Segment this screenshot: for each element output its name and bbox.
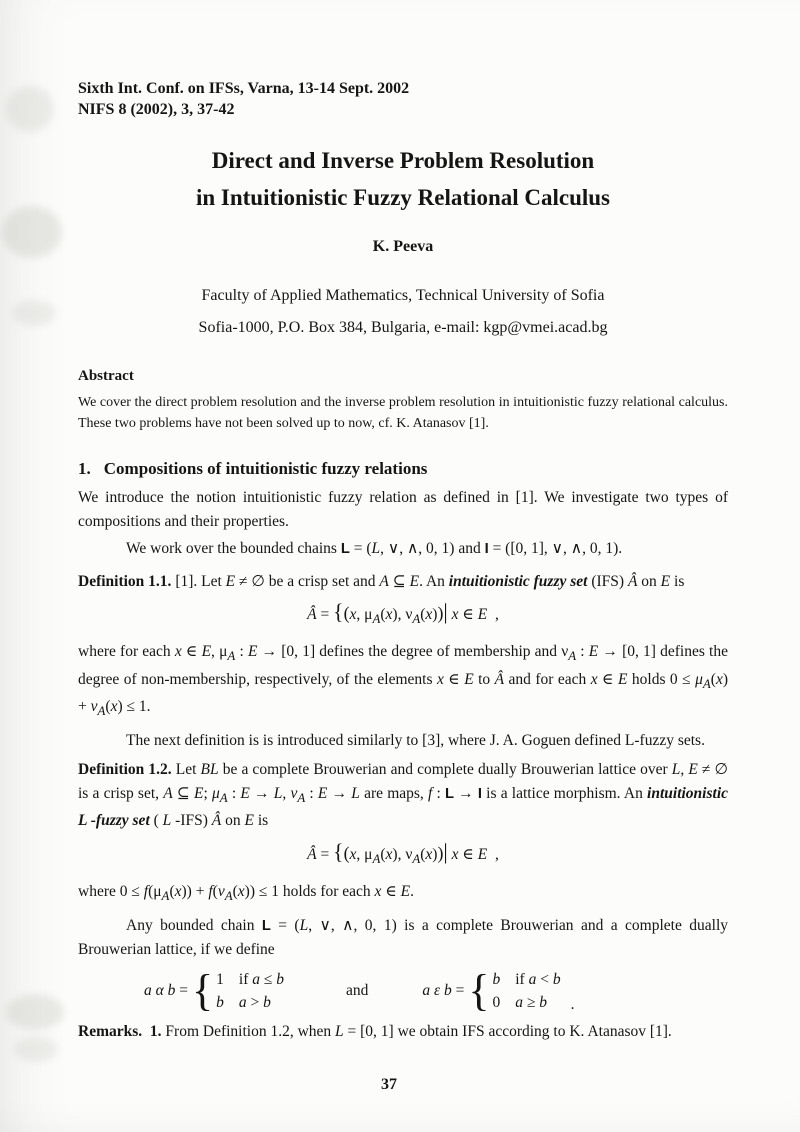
conference-header — [78, 78, 728, 120]
scan-smudge — [12, 300, 56, 326]
scan-smudge — [6, 994, 64, 1030]
abstract-heading: Abstract — [78, 368, 134, 384]
case-condition: a > b — [238, 993, 271, 1011]
case-value: b — [216, 993, 224, 1011]
paragraph-remarks: Remarks. 1. From Definition 1.2, when L = [0, 1] we obtain IFS according to K. Atanasov [1]. — [78, 1022, 672, 1040]
piecewise-definitions — [144, 965, 728, 1015]
case-value: b — [492, 970, 501, 988]
formula-period: . — [570, 995, 575, 1013]
section-1-number: 1. — [78, 459, 91, 478]
paragraph-where-1-2: where $0 \le f(\mu_A(x)) + f(\nu_A(x)) \le 1$ holds for each x ∈ E. — [78, 883, 415, 904]
scan-smudge — [6, 86, 54, 132]
author-name: K. Peeva — [372, 238, 434, 255]
left-brace-glyph: { — [468, 965, 490, 1015]
abstract-text: We cover the direct problem resolution and the inverse problem resolution in intuitionistic fuzzy relational calculus. These two problems have not been solved up to now, cf. K. Atanasov [1]. — [78, 395, 728, 431]
paragraph-intro: We introduce the notion intuitionistic fuzzy relation as defined in [1]. We investigate two types of compositions and their properties. — [78, 489, 728, 530]
definition-1-2: Definition 1.2. Let BL be a complete Brouwerian and complete dually Brouwerian lattice over L, E ≠ ∅ is a crisp set, A ⊆ E; $\mu_A$ : E → L, $\nu_A$ : E → L are maps, f : L → I is a lattice morphism. An intuitionistic L -fuzzy set ( L -IFS) Â on E is — [78, 761, 729, 830]
connector-and: and — [346, 981, 369, 999]
piecewise-epsilon — [422, 965, 561, 1015]
paragraph-bounded-chains: We work over the bounded chains L = (L, ∨, ∧, 0, 1) and I = ([0, 1], ∨, ∧, 0, 1). — [126, 540, 623, 557]
piecewise-alpha-lhs: a α b = — [144, 981, 189, 999]
page-number: 37 — [381, 1076, 397, 1093]
paragraph-any-bounded-chain: Any bounded chain L = (L, ∨, ∧, 0, 1) is a complete Brouwerian and a complete dually Brouwerian lattice, if we define — [78, 916, 729, 959]
affiliation-line2: Sofia-1000, P.O. Box 384, Bulgaria, e-mail: kgp@vmei.acad.bg — [198, 319, 608, 336]
paragraph-goguen: The next definition is is introduced similarly to [3], where J. A. Goguen defined L-fuzzy sets. — [126, 731, 705, 749]
paper-title-line1: Direct and Inverse Problem Resolution — [211, 148, 595, 173]
piecewise-epsilon-cases — [493, 968, 561, 1014]
formula-l-ifs-set: Â = {(x, $\mu_A(x)$, $\nu_A(x))|$ x ∈ E , — [307, 839, 499, 867]
left-brace-glyph: { — [192, 965, 214, 1015]
paper-title — [78, 142, 728, 216]
paragraph-where-1-1: where for each x ∈ E, $\mu_A$ : E → [0, 1] defines the degree of membership and $\nu_A$ : E → [0, 1] defines the degree of non-membership, respectively, of the elements x ∈ E to Â and for each x ∈ E holds $0 \le \mu_A(x) + \nu_A(x) \le 1$. — [78, 643, 728, 719]
section-1-heading — [78, 458, 728, 480]
scan-smudge — [2, 206, 62, 258]
paper-title-line2: in Intuitionistic Fuzzy Relational Calculus — [195, 185, 611, 210]
conference-header-line2: NIFS 8 (2002), 3, 37-42 — [78, 101, 235, 118]
piecewise-epsilon-lhs: a ε b = — [422, 981, 465, 999]
piecewise-alpha-cases — [216, 968, 284, 1014]
case-value: 1 — [216, 970, 224, 988]
case-value: 0 — [492, 993, 501, 1011]
formula-ifs-set: Â = {(x, $\mu_A(x)$, $\nu_A(x))|$ x ∈ E , — [307, 600, 499, 627]
case-condition: if a < b — [515, 970, 561, 988]
abstract-section — [78, 366, 728, 434]
case-condition: a ≥ b — [515, 993, 548, 1011]
case-condition: if a ≤ b — [238, 970, 284, 988]
section-1-title: Compositions of intuitionistic fuzzy relations — [103, 459, 428, 478]
affiliation-line1: Faculty of Applied Mathematics, Technical University of Sofia — [201, 287, 605, 304]
affiliation — [78, 280, 728, 344]
definition-1-1: Definition 1.1. [1]. Let E ≠ ∅ be a crisp set and A ⊆ E. An intuitionistic fuzzy set (IFS) Â on E is — [78, 572, 685, 590]
piecewise-alpha — [144, 965, 284, 1015]
scan-smudge — [14, 1036, 58, 1062]
conference-header-line1: Sixth Int. Conf. on IFSs, Varna, 13-14 Sept. 2002 — [78, 80, 410, 97]
